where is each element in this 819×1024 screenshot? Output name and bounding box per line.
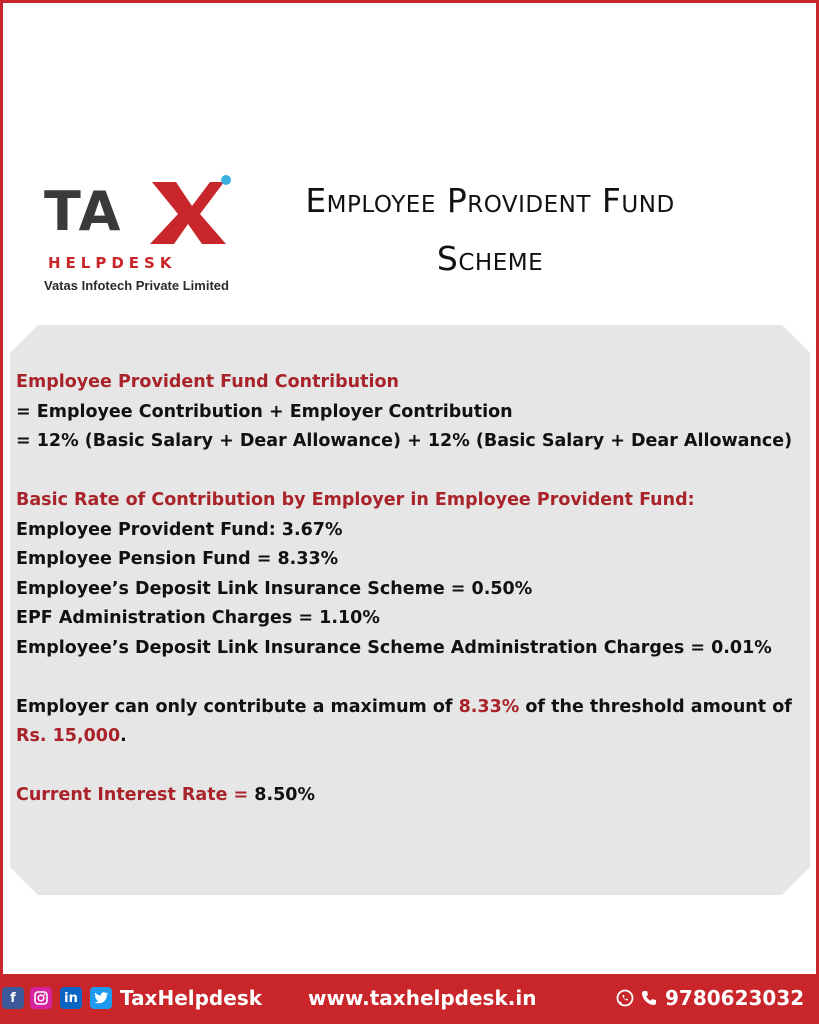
rate-item: Employee Provident Fund: 3.67%: [16, 519, 343, 540]
contribution-line-1: = Employee Contribution + Employer Contribution: [16, 401, 513, 422]
facebook-icon[interactable]: f: [2, 987, 24, 1009]
company-name: Vatas Infotech Private Limited: [44, 278, 229, 293]
contribution-heading: Employee Provident Fund Contribution: [16, 372, 399, 392]
rate-item: Employee’s Deposit Link Insurance Scheme = 0.50%: [16, 578, 533, 599]
twitter-icon[interactable]: [90, 987, 112, 1009]
maximum-amount: Rs. 15,000: [16, 726, 121, 746]
rate-item: Employee Pension Fund = 8.33%: [16, 549, 339, 569]
linkedin-icon[interactable]: in: [60, 987, 82, 1009]
instagram-icon[interactable]: [30, 987, 52, 1009]
contribution-line-2: = 12% (Basic Salary + Dear Allowance) + 12% (Basic Salary + Dear Allowance): [16, 431, 793, 451]
logo-subtitle: HELPDESK: [48, 254, 177, 272]
phone-icon[interactable]: [640, 989, 658, 1007]
taxhelpdesk-logo: [44, 172, 264, 297]
phone-number[interactable]: 9780623032: [665, 986, 805, 1010]
title-line-2: Scheme: [436, 239, 544, 278]
rates-heading: Basic Rate of Contribution by Employer in Employee Provident Fund:: [16, 490, 695, 510]
maximum-before: Employer can only contribute a maximum of: [16, 696, 459, 717]
maximum-percent: 8.33%: [458, 696, 520, 717]
page-title: [245, 172, 735, 288]
content-text: [16, 368, 811, 811]
rate-item: Employee’s Deposit Link Insurance Scheme Administration Charges = 0.01%: [16, 637, 772, 658]
title-line-1: Employee Provident Fund: [305, 181, 675, 220]
whatsapp-icon[interactable]: [616, 989, 634, 1007]
logo-x-mark-icon: [148, 174, 232, 246]
maximum-statement: [16, 693, 811, 752]
social-handle[interactable]: TaxHelpdesk: [120, 986, 263, 1010]
rate-item: EPF Administration Charges = 1.10%: [16, 608, 380, 628]
interest-label: Current Interest Rate =: [16, 785, 255, 805]
maximum-after: .: [120, 726, 127, 746]
interest-value: 8.50%: [254, 785, 316, 805]
website-link[interactable]: www.taxhelpdesk.in: [308, 986, 537, 1010]
logo-wordmark: TA: [44, 180, 123, 243]
interest-statement: [16, 781, 811, 811]
footer-bar: [0, 974, 819, 1024]
maximum-middle: of the threshold amount of: [519, 696, 792, 717]
